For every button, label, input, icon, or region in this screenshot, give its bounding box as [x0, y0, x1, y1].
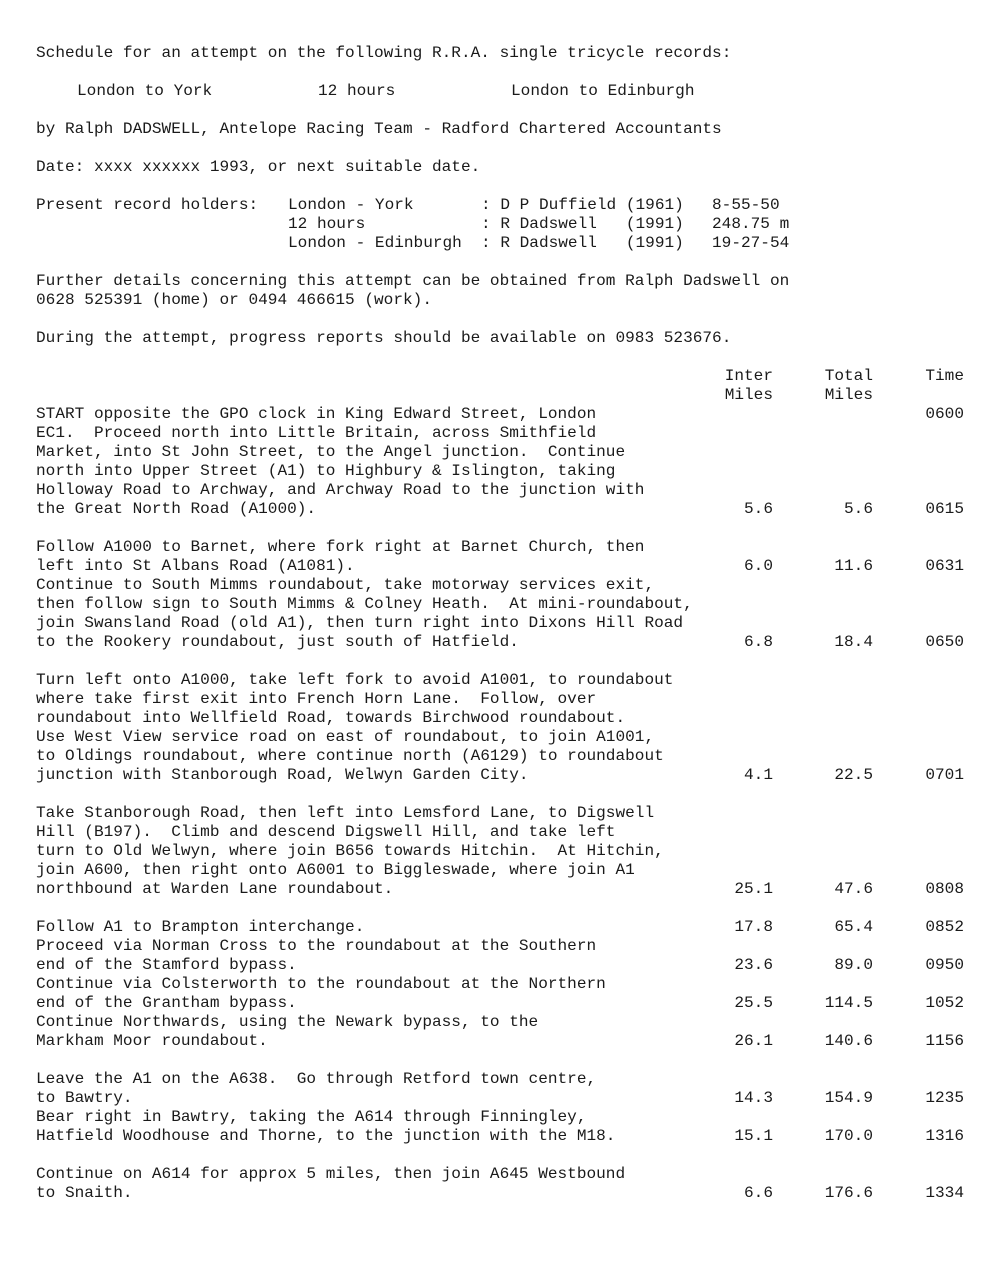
stage-time: 1316 [925, 1127, 964, 1145]
record-london-edinburgh: London to Edinburgh [511, 82, 695, 100]
stage-total-miles: 65.4 [834, 918, 873, 936]
holders-label: Present record holders: [36, 196, 259, 214]
route-line: join A600, then right onto A6001 to Biggleswade, where join A1 [36, 861, 635, 879]
route-line: to Snaith. [36, 1184, 133, 1202]
start-time: 0600 [925, 405, 964, 423]
route-line: to the Rookery roundabout, just south of Hatfield. [36, 633, 519, 651]
route-line: north into Upper Street (A1) to Highbury & Islington, taking [36, 462, 616, 480]
stage-total-miles: 176.6 [824, 1184, 873, 1202]
holder-record: 19-27-54 [712, 234, 790, 252]
route-line: Hatfield Woodhouse and Thorne, to the junction with the M18. [36, 1127, 616, 1145]
stage-inter-miles: 6.0 [744, 557, 773, 575]
stage-inter-miles: 6.8 [744, 633, 773, 651]
stage-total-miles: 154.9 [824, 1089, 873, 1107]
route-line: Follow A1000 to Barnet, where fork right at Barnet Church, then [36, 538, 645, 556]
stage-time: 1235 [925, 1089, 964, 1107]
route-line: Proceed via Norman Cross to the roundabout at the Southern [36, 937, 597, 955]
holder-record: 248.75 m [712, 215, 790, 233]
stage-total-miles: 47.6 [834, 880, 873, 898]
holder-name: : R Dadswell (1991) [481, 234, 684, 252]
stage-inter-miles: 14.3 [734, 1089, 773, 1107]
holder-route: London - Edinburgh [288, 234, 462, 252]
route-line: Take Stanborough Road, then left into Lemsford Lane, to Digswell [36, 804, 655, 822]
header-total-miles: Miles [824, 386, 873, 404]
route-line: Markham Moor roundabout. [36, 1032, 268, 1050]
holder-record: 8-55-50 [712, 196, 780, 214]
route-line: the Great North Road (A1000). [36, 500, 317, 518]
stage-inter-miles: 6.6 [744, 1184, 773, 1202]
route-line: turn to Old Welwyn, where join B656 towards Hitchin. At Hitchin, [36, 842, 664, 860]
route-line: where take first exit into French Horn Lane. Follow, over [36, 690, 597, 708]
stage-inter-miles: 26.1 [734, 1032, 773, 1050]
route-line: Use West View service road on east of roundabout, to join A1001, [36, 728, 655, 746]
route-line: Hill (B197). Climb and descend Digswell Hill, and take left [36, 823, 616, 841]
route-line: Continue on A614 for approx 5 miles, then join A645 Westbound [36, 1165, 626, 1183]
route-line: START opposite the GPO clock in King Edward Street, London [36, 405, 597, 423]
progress-line: During the attempt, progress reports should be available on 0983 523676. [36, 329, 732, 347]
stage-total-miles: 22.5 [834, 766, 873, 784]
record-london-york: London to York [77, 82, 213, 100]
route-line: junction with Stanborough Road, Welwyn Garden City. [36, 766, 529, 784]
stage-inter-miles: 4.1 [744, 766, 773, 784]
header-inter-miles: Miles [724, 386, 773, 404]
route-line: end of the Grantham bypass. [36, 994, 297, 1012]
route-line: Bear right in Bawtry, taking the A614 through Finningley, [36, 1108, 587, 1126]
stage-total-miles: 11.6 [834, 557, 873, 575]
route-line: Leave the A1 on the A638. Go through Retford town centre, [36, 1070, 597, 1088]
route-line: northbound at Warden Lane roundabout. [36, 880, 394, 898]
route-line: to Oldings roundabout, where continue north (A6129) to roundabout [36, 747, 664, 765]
header-time: Time [925, 367, 964, 385]
route-line: Holloway Road to Archway, and Archway Road to the junction with [36, 481, 645, 499]
stage-total-miles: 5.6 [844, 500, 873, 518]
stage-time: 0650 [925, 633, 964, 651]
stage-time: 0701 [925, 766, 964, 784]
stage-time: 0950 [925, 956, 964, 974]
stage-inter-miles: 25.1 [734, 880, 773, 898]
route-line: Continue Northwards, using the Newark bypass, to the [36, 1013, 539, 1031]
stage-inter-miles: 5.6 [744, 500, 773, 518]
holder-name: : R Dadswell (1991) [481, 215, 684, 233]
route-line: then follow sign to South Mimms & Colney Heath. At mini-roundabout, [36, 595, 693, 613]
route-line: Market, into St John Street, to the Angel junction. Continue [36, 443, 626, 461]
stage-total-miles: 18.4 [834, 633, 873, 651]
route-line: to Bawtry. [36, 1089, 133, 1107]
holder-route: 12 hours [288, 215, 366, 233]
details-line: 0628 525391 (home) or 0494 466615 (work). [36, 291, 432, 309]
route-line: end of the Stamford bypass. [36, 956, 297, 974]
stage-time: 1334 [925, 1184, 964, 1202]
route-line: Continue to South Mimms roundabout, take motorway services exit, [36, 576, 655, 594]
stage-time: 0808 [925, 880, 964, 898]
route-line: Continue via Colsterworth to the roundabout at the Northern [36, 975, 606, 993]
record-12-hours: 12 hours [318, 82, 396, 100]
stage-inter-miles: 15.1 [734, 1127, 773, 1145]
stage-inter-miles: 17.8 [734, 918, 773, 936]
holder-route: London - York [288, 196, 414, 214]
holder-name: : D P Duffield (1961) [481, 196, 684, 214]
stage-time: 0852 [925, 918, 964, 936]
route-line: Follow A1 to Brampton interchange. [36, 918, 365, 936]
route-line: roundabout into Wellfield Road, towards Birchwood roundabout. [36, 709, 626, 727]
stage-inter-miles: 25.5 [734, 994, 773, 1012]
stage-total-miles: 140.6 [824, 1032, 873, 1050]
stage-time: 1052 [925, 994, 964, 1012]
by-line: by Ralph DADSWELL, Antelope Racing Team - Radford Chartered Accountants [36, 120, 722, 138]
stage-time: 0631 [925, 557, 964, 575]
header-inter: Inter [724, 367, 773, 385]
stage-time: 0615 [925, 500, 964, 518]
route-line: EC1. Proceed north into Little Britain, across Smithfield [36, 424, 597, 442]
header-total: Total [824, 367, 873, 385]
date-line: Date: xxxx xxxxxx 1993, or next suitable date. [36, 158, 481, 176]
stage-total-miles: 114.5 [824, 994, 873, 1012]
stage-inter-miles: 23.6 [734, 956, 773, 974]
route-line: join Swansland Road (old A1), then turn right into Dixons Hill Road [36, 614, 684, 632]
stage-total-miles: 170.0 [824, 1127, 873, 1145]
details-line: Further details concerning this attempt can be obtained from Ralph Dadswell on [36, 272, 790, 290]
stage-time: 1156 [925, 1032, 964, 1050]
route-line: left into St Albans Road (A1081). [36, 557, 355, 575]
route-line: Turn left onto A1000, take left fork to avoid A1001, to roundabout [36, 671, 674, 689]
intro-line: Schedule for an attempt on the following R.R.A. single tricycle records: [36, 44, 732, 62]
stage-total-miles: 89.0 [834, 956, 873, 974]
